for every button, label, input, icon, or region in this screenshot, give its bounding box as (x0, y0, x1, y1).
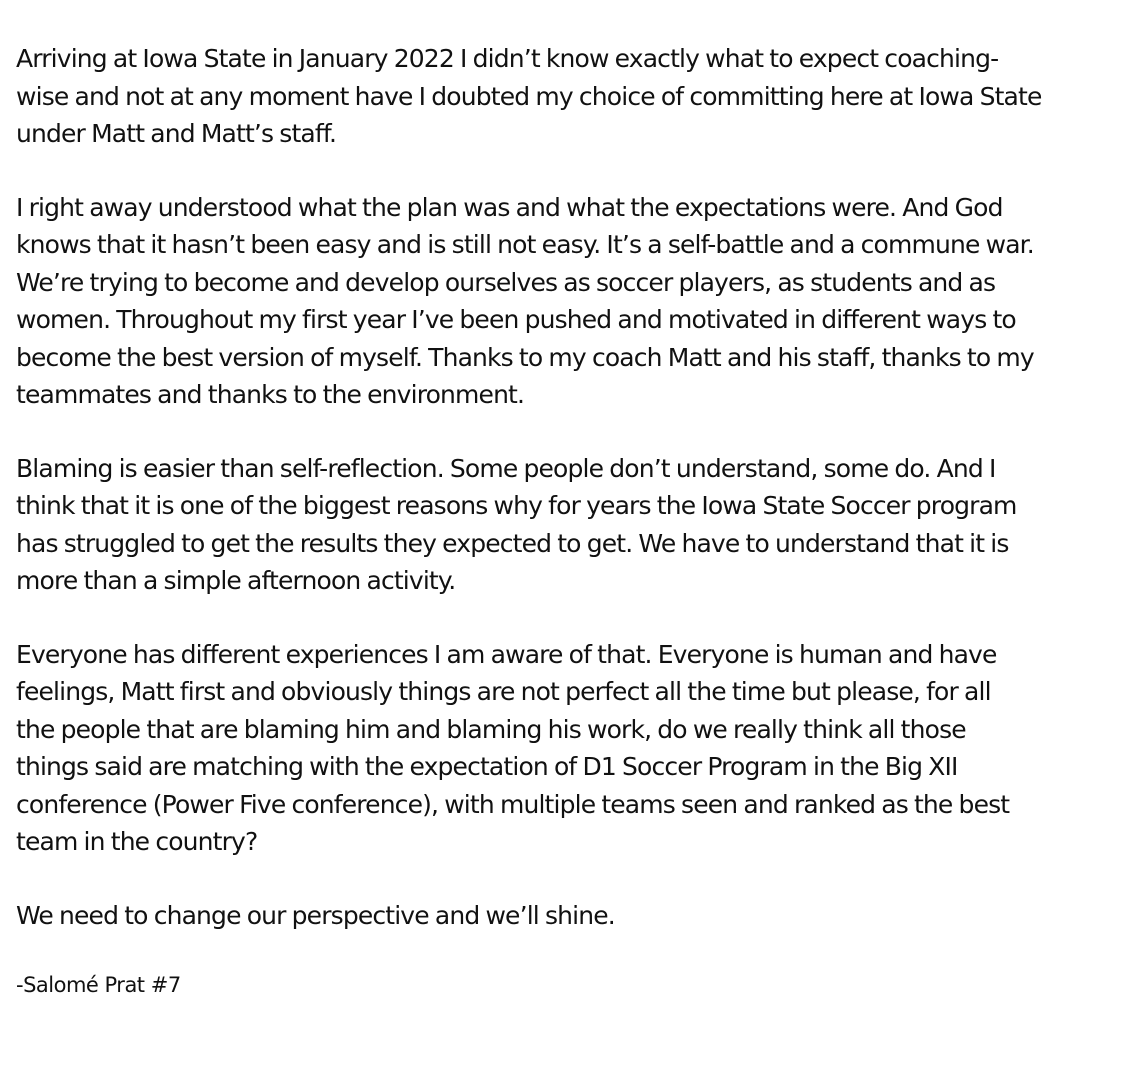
text-line: conference (Power Five conference), with multiple teams seen and ranked as the best (16, 789, 1010, 819)
text-line: become the best version of myself. Thanks to my coach Matt and his staff, thanks to my (16, 342, 1034, 372)
paragraph-1 (16, 40, 1136, 153)
text-line: team in the country? (16, 827, 258, 856)
paragraph-5 (16, 897, 1136, 935)
text-line: teammates and thanks to the environment. (16, 380, 525, 409)
text-line: women. Throughout my first year I’ve been pushed and motivated in different ways to (16, 305, 1016, 334)
text-line: has struggled to get the results they expected to get. We have to understand that it is (16, 528, 1009, 558)
text-line: knows that it hasn’t been easy and is still not easy. It’s a self-battle and a commune war. (16, 230, 1034, 259)
text-line: Arriving at Iowa State in January 2022 I didn’t know exactly what to expect coaching- (16, 44, 999, 73)
text-line: things said are matching with the expectation of D1 Soccer Program in the Big XII (16, 752, 958, 781)
text-line: under Matt and Matt’s staff. (16, 119, 337, 148)
text-line: more than a simple afternoon activity. (16, 566, 456, 595)
text-line: Blaming is easier than self-reflection. Some people don’t understand, some do. And I (16, 453, 996, 483)
document-body (16, 40, 1136, 1000)
signature: -Salomé Prat #7 (16, 973, 181, 997)
text-line: think that it is one of the biggest reasons why for years the Iowa State Soccer program (16, 491, 1017, 520)
text-line: I right away understood what the plan was and what the expectations were. And God (16, 192, 1003, 222)
paragraph-2 (16, 189, 1136, 414)
paragraph-3 (16, 450, 1136, 600)
text-line: wise and not at any moment have I doubted my choice of committing here at Iowa State (16, 81, 1042, 111)
text-line: Everyone has different experiences I am aware of that. Everyone is human and have (16, 639, 997, 669)
text-line: the people that are blaming him and blaming his work, do we really think all those (16, 714, 966, 744)
text-line: feelings, Matt first and obviously things are not perfect all the time but please, for all (16, 677, 991, 706)
text-line: We need to change our perspective and we’ll shine. (16, 900, 615, 930)
paragraph-4 (16, 636, 1136, 861)
text-line: We’re trying to become and develop ourselves as soccer players, as students and as (16, 267, 996, 297)
